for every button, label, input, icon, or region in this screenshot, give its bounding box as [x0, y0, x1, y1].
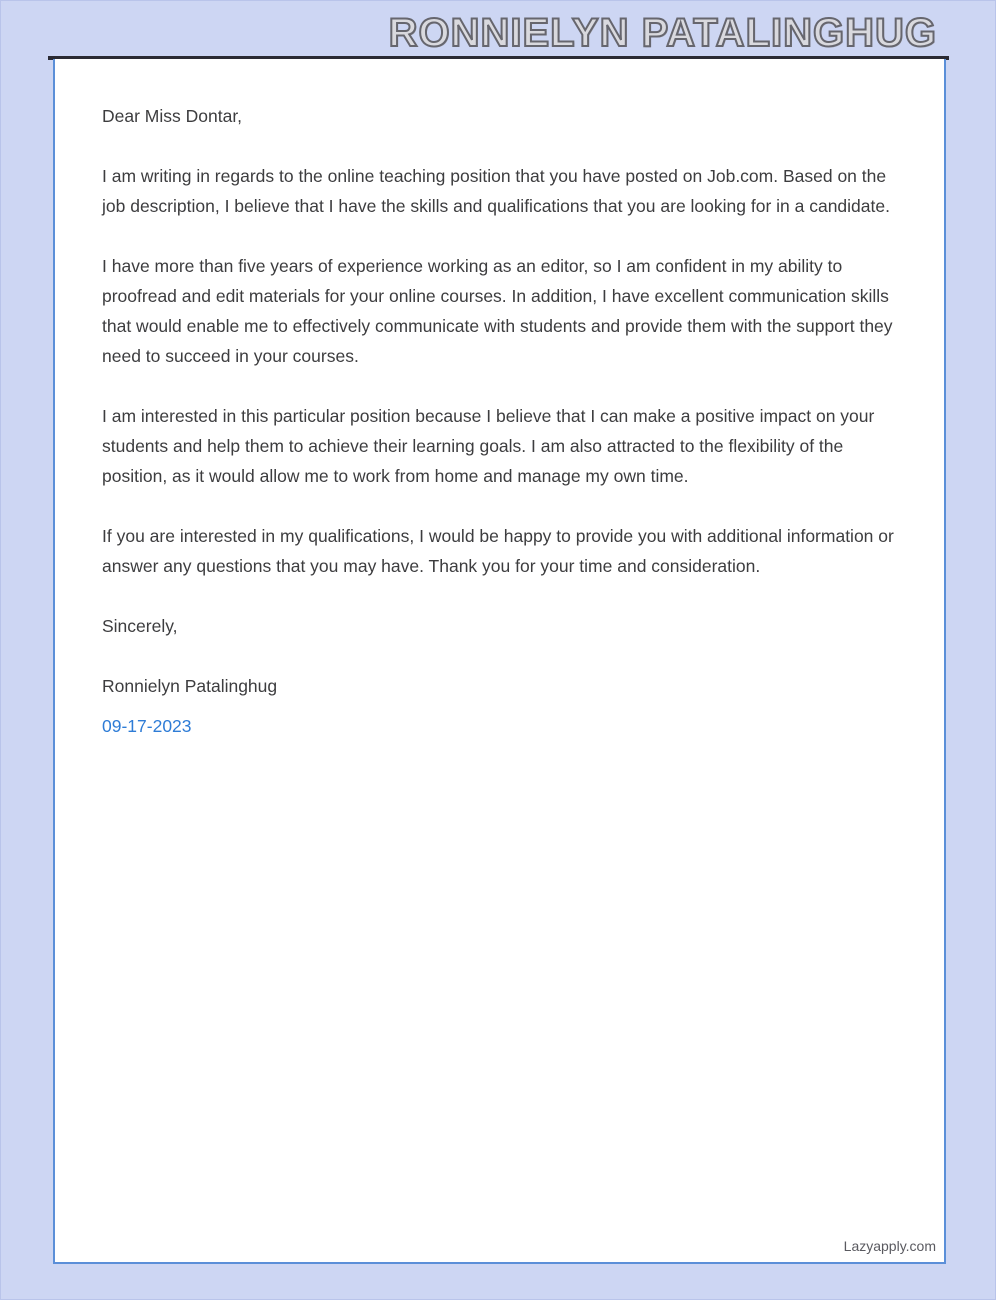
- letter-page: [53, 59, 946, 1264]
- letter-paragraph: I am interested in this particular position because I believe that I can make a positive impact on your students and help them to achieve their learning goals. I am also attracted to the flexibility of the position, as it would allow me to work from home and manage my own time.: [102, 406, 875, 486]
- letter-paragraph: If you are interested in my qualifications, I would be happy to provide you with additional information or answer any questions that you may have. Thank you for your time and consideration.: [102, 526, 894, 576]
- letter-paragraph: I am writing in regards to the online teaching position that you have posted on Job.com. Based on the job description, I believe that I have the skills and qualifications that you are looking for in a candidate.: [102, 166, 890, 216]
- header-name: RONNIELYN PATALINGHUG: [388, 11, 937, 55]
- signature-name: Ronnielyn Patalinghug: [102, 676, 278, 696]
- watermark-link[interactable]: Lazyapply.com: [843, 1238, 936, 1254]
- letter-date: 09-17-2023: [102, 716, 192, 736]
- letter-body: [55, 59, 944, 1262]
- letter-paragraph: I have more than five years of experience working as an editor, so I am confident in my ability to proofread and edit materials for your online courses. In addition, I have excellent communication skills that would enable me to effectively communicate with students and provide them with the support they need to succeed in your courses.: [102, 256, 893, 366]
- salutation: Dear Miss Dontar,: [102, 106, 243, 126]
- closing: Sincerely,: [102, 616, 178, 636]
